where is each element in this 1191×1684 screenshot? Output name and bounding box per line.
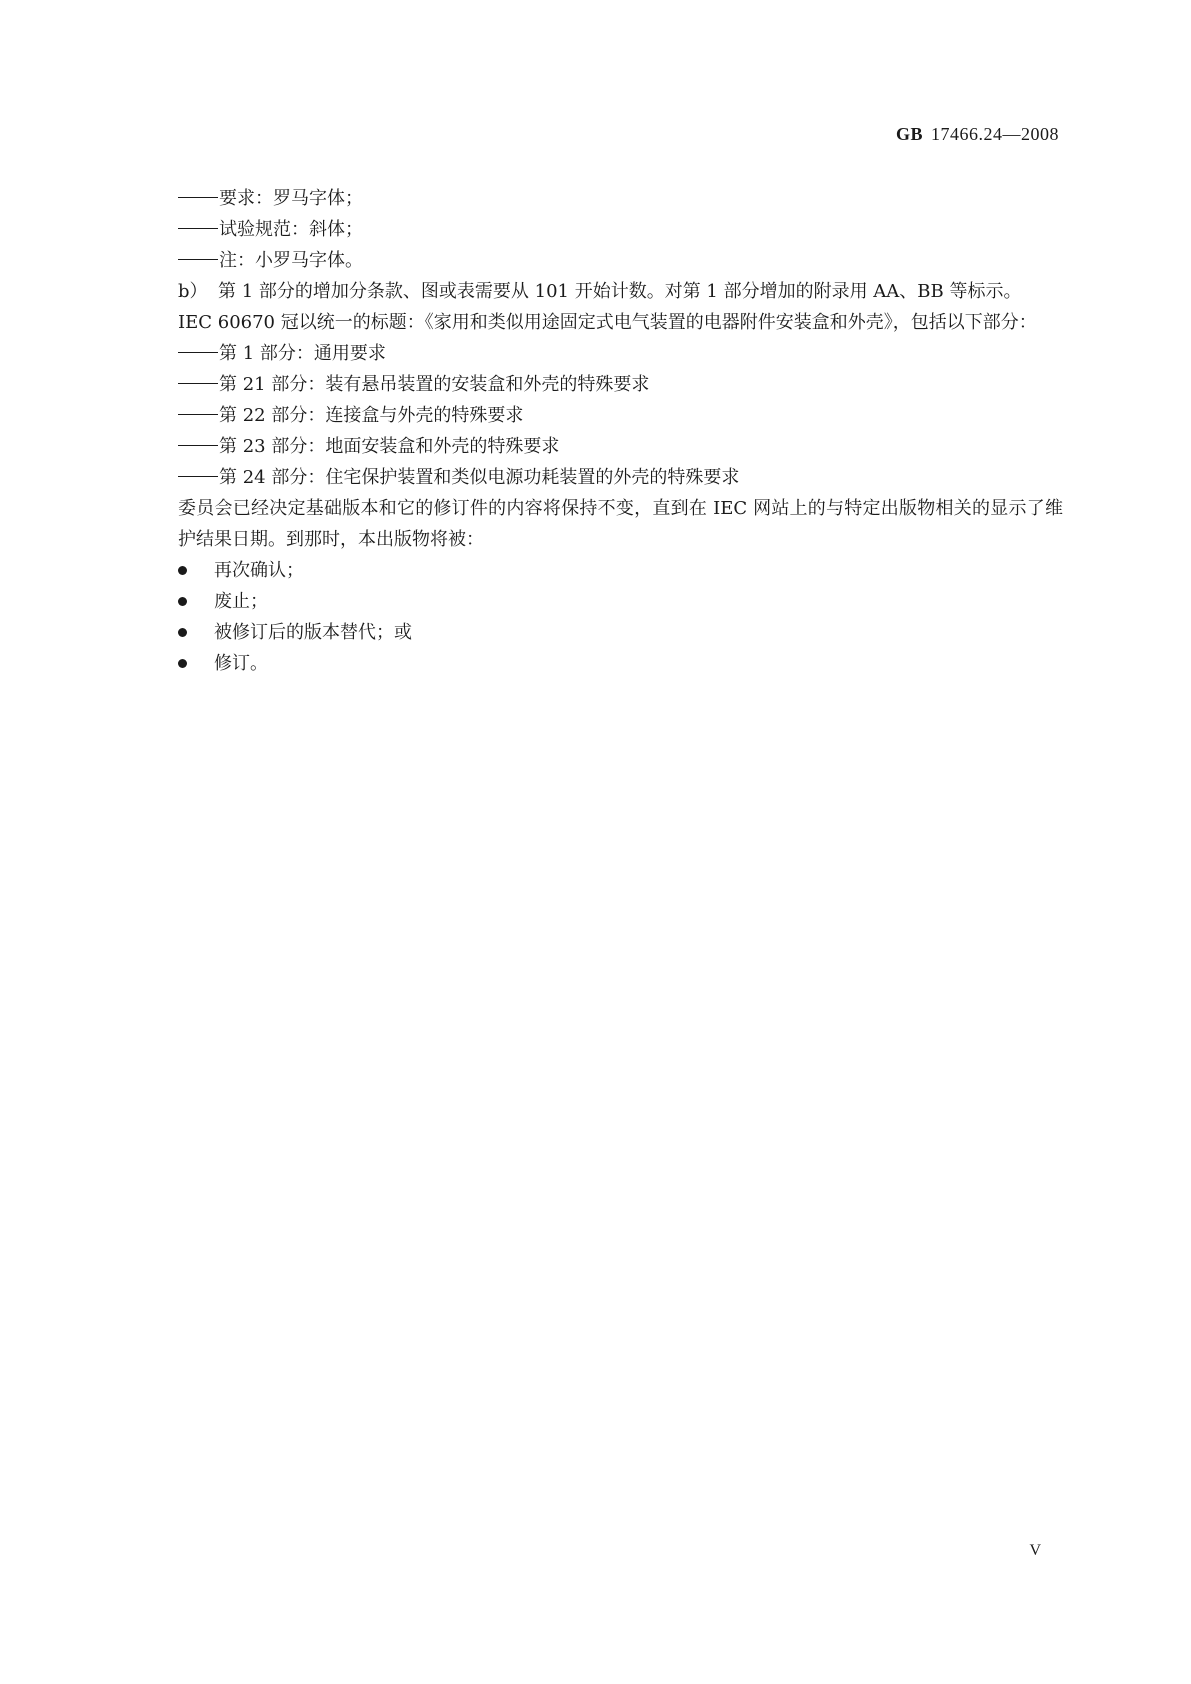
em-dash-marker (178, 383, 218, 384)
enumerated-item-b (178, 276, 1063, 307)
part-list-item (178, 338, 1063, 369)
document-body (178, 183, 1063, 679)
bullet-dot-icon (178, 659, 187, 668)
bullet-dot-icon (178, 566, 187, 575)
enumerated-item-text: 第 1 部分的增加分条款、图或表需要从 101 开始计数。对第 1 部分增加的附录用 AA、BB 等标示。 (218, 281, 1022, 302)
part-list-item-text: 第 1 部分：通用要求 (219, 343, 386, 364)
bullet-list-item-text: 再次确认； (214, 560, 304, 581)
dash-list-item-text: 要求：罗马字体； (219, 188, 363, 209)
standard-prefix: GB (895, 124, 923, 144)
part-list-item-text: 第 22 部分：连接盒与外壳的特殊要求 (219, 405, 524, 426)
em-dash-marker (178, 197, 218, 198)
em-dash-marker (178, 259, 218, 260)
dash-list-item-text: 试验规范：斜体； (219, 219, 363, 240)
committee-paragraph: 委员会已经决定基础版本和它的修订件的内容将保持不变，直到在 IEC 网站上的与特定出版物相关的显示了维护结果日期。到那时，本出版物将被： (178, 498, 1063, 550)
part-list-item (178, 431, 1063, 462)
iec-paragraph: IEC 60670 冠以统一的标题：《家用和类似用途固定式电气装置的电器附件安装盒和外壳》，包括以下部分： (178, 312, 1037, 333)
em-dash-marker (178, 414, 218, 415)
bullet-list-item-text: 被修订后的版本替代；或 (214, 622, 412, 643)
part-list-item-text: 第 24 部分：住宅保护装置和类似电源功耗装置的外壳的特殊要求 (219, 467, 740, 488)
dash-list-item-text: 注：小罗马字体。 (219, 250, 363, 271)
bullet-list-item-text: 废止； (214, 591, 268, 612)
part-list-item (178, 369, 1063, 400)
part-list-item (178, 462, 1063, 493)
page-number: V (1029, 1542, 1041, 1559)
bullet-list-item (178, 586, 1063, 617)
bullet-dot-icon (178, 597, 187, 606)
dash-list-item (178, 245, 1063, 276)
em-dash-marker (178, 352, 218, 353)
part-list-item-text: 第 23 部分：地面安装盒和外壳的特殊要求 (219, 436, 560, 457)
bullet-list-item-text: 修订。 (214, 653, 268, 674)
part-list-item-text: 第 21 部分：装有悬吊装置的安装盒和外壳的特殊要求 (219, 374, 650, 395)
em-dash-marker (178, 228, 218, 229)
em-dash-marker (178, 445, 218, 446)
dash-list-item (178, 214, 1063, 245)
standard-number: 17466.24—2008 (931, 124, 1059, 144)
standard-code-header (896, 124, 1059, 145)
em-dash-marker (178, 476, 218, 477)
enumeration-marker: b） (178, 281, 208, 302)
bullet-list-item (178, 555, 1063, 586)
part-list-item (178, 400, 1063, 431)
bullet-list-item (178, 617, 1063, 648)
dash-list-item (178, 183, 1063, 214)
bullet-dot-icon (178, 628, 187, 637)
bullet-list-item (178, 648, 1063, 679)
